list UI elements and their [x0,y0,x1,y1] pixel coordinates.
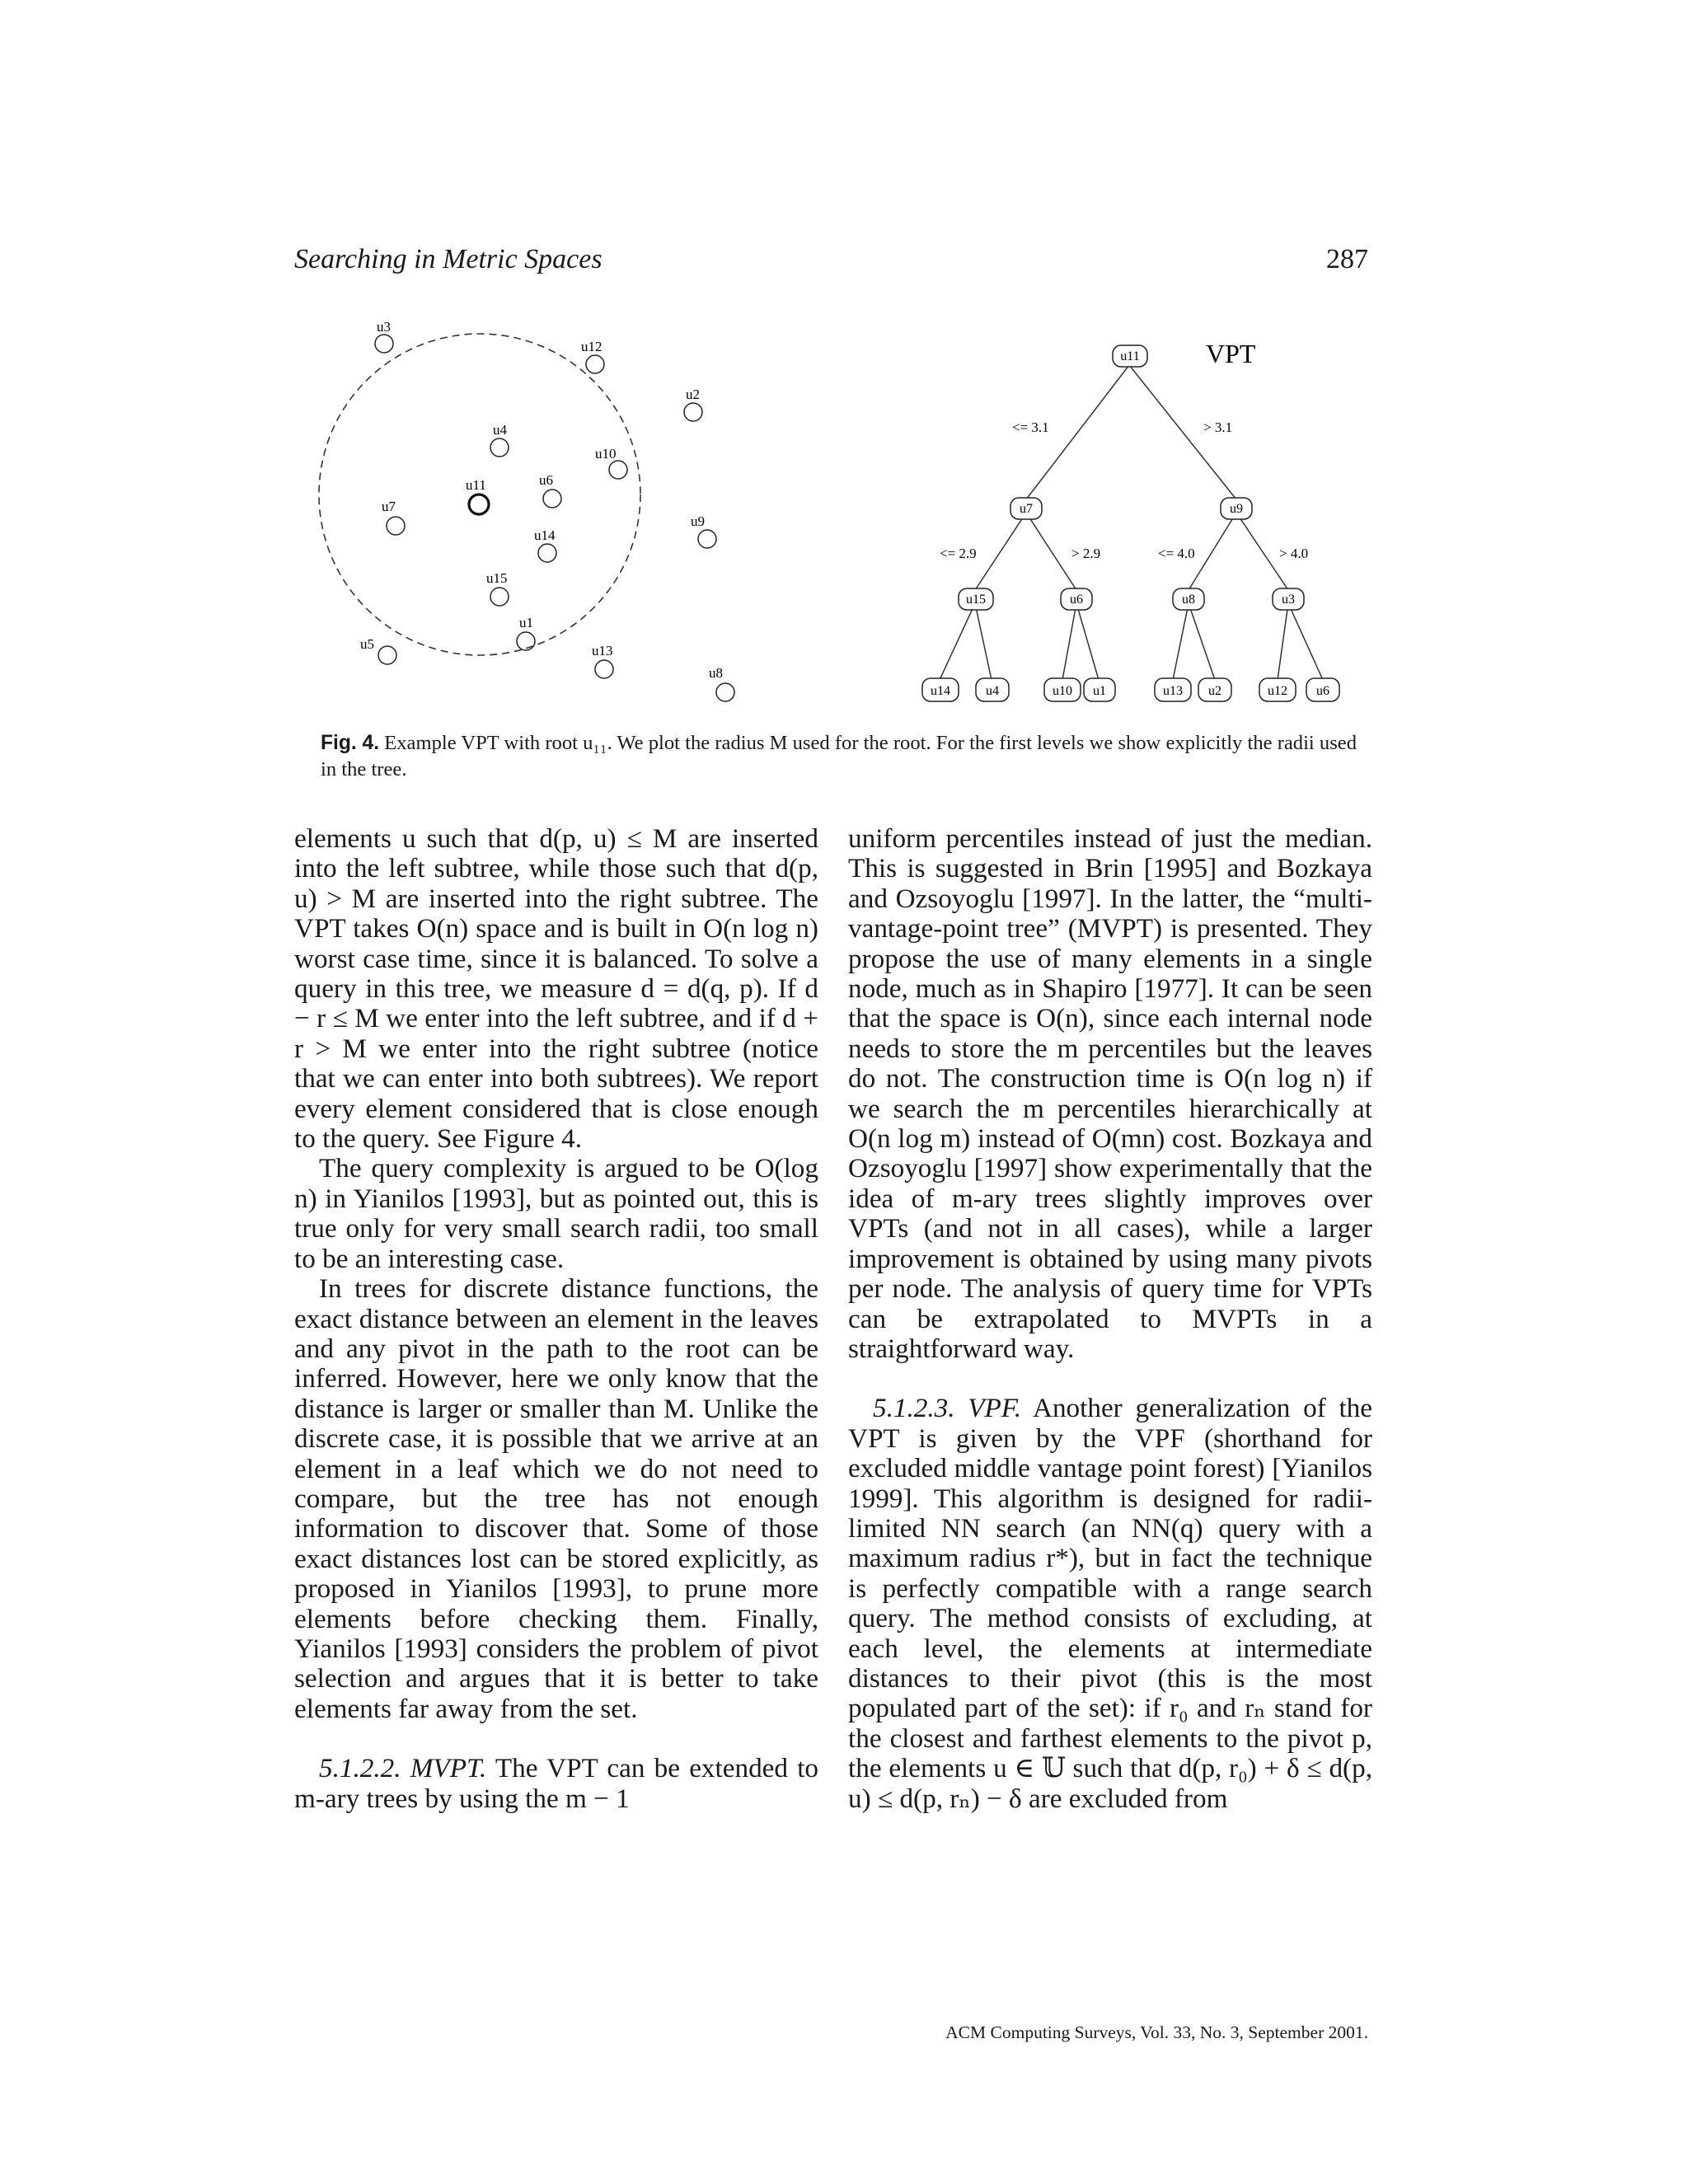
point-u5 [360,636,396,664]
section-vpf [848,1394,1372,1814]
page-number: 287 [1326,244,1368,274]
figure-label: Fig. 4. [321,732,380,754]
paragraph: The query complexity is argued to be O(log n) in Yianilos [1993], but as pointed out, this is true only for very small search radii, too small to be an interesting case. [294,1153,818,1274]
section-heading: 5.1.2.3. VPF. [873,1393,1022,1424]
svg-text:u12: u12 [1268,684,1287,698]
tree-node-u15 [959,588,993,610]
svg-text:u15: u15 [486,570,508,586]
point-u10 [595,446,627,479]
running-title: Searching in Metric Spaces [294,244,603,274]
section-mvpt [294,1754,818,1814]
svg-text:u9: u9 [1230,502,1243,516]
tree-node-u8 [1173,588,1204,610]
edge-label-u7-right: > 2.9 [1071,546,1101,561]
tree-edge-labels [940,419,1308,561]
svg-text:u6: u6 [1316,684,1329,698]
figure-4 [297,305,1385,725]
tree-node-u3 [1273,588,1304,610]
svg-text:u8: u8 [1182,593,1195,607]
point-u2 [684,387,702,421]
svg-text:u2: u2 [686,387,700,402]
point-u15 [486,570,509,606]
tree-node-u2 [1198,678,1231,701]
figure-4-svg [297,305,1385,725]
tree-node-u1 [1084,678,1115,701]
svg-text:u13: u13 [1163,684,1183,698]
point-u11-root [466,477,489,514]
paragraph: elements u such that d(p, u) ≤ M are inserted into the left subtree, while those such that d(p, u) > M are inserted into the right subtree. The VPT takes O(n) space and is built in O(n log n) worst case time, since it is balanced. To solve a query in this tree, we measure d = d(q, p). If d − r ≤ M we enter into the left subtree, and if d + r > M we enter into the right subtree (notice that we can enter into both subtrees). We report every element considered that is close enough to the query. See Figure 4. [294,823,818,1155]
svg-text:u2: u2 [1208,684,1221,698]
svg-text:u11: u11 [1120,349,1140,363]
svg-text:u7: u7 [1020,502,1033,516]
tree-edges [940,365,1323,680]
edge-label-right-root: > 3.1 [1203,419,1233,435]
point-u7 [382,499,405,535]
svg-text:u6: u6 [539,472,553,488]
svg-text:u9: u9 [691,513,705,529]
edge-label-u9-left: <= 4.0 [1158,546,1195,561]
point-u9 [691,513,716,548]
tree-node-u14 [922,678,959,701]
tree-node-u7 [1010,498,1042,519]
point-u4 [490,422,509,457]
svg-text:u1: u1 [1093,684,1106,698]
svg-text:u4: u4 [493,422,507,438]
svg-text:u12: u12 [581,339,603,354]
figure-caption [321,730,1367,783]
caption-text: Example VPT with root u₁₁. We plot the radius M used for the root. For the first levels we show explicitly the radii used in the tree. [321,732,1357,780]
svg-text:u11: u11 [466,477,486,493]
svg-text:u14: u14 [931,684,950,698]
svg-text:u6: u6 [1070,593,1083,607]
tree-node-u10 [1044,678,1081,701]
tree-node-u12 [1259,678,1296,701]
point-u6 [539,472,561,508]
tree-node-u6-leaf [1306,678,1339,701]
paragraph: In trees for discrete distance functions, the exact distance between an element in the leaves and any pivot in the path to the root can be inferred. However, here we only know that the distance is larger or smaller than M. Unlike the discrete case, it is possible that we arrive at an element in a leaf which we do not need to compare, but the tree has not enough information to discover that. Some of those exact distances lost can be stored explicitly, as proposed in Yianilos [1993], to prune more elements before checking them. Finally, Yianilos [1993] considers the problem of pivot selection and argues that it is better to take elements far away from the set. [294,1273,818,1724]
footer-citation: ACM Computing Surveys, Vol. 33, No. 3, September 2001. [945,2022,1368,2042]
body-column-left [294,824,818,1814]
point-u12 [581,339,604,373]
svg-text:u13: u13 [592,643,613,658]
tree-node-u13 [1155,678,1191,701]
point-u3 [375,319,393,353]
body-column-right [848,824,1372,1814]
point-u1 [517,615,535,650]
svg-text:u1: u1 [519,615,533,630]
tree-node-u11 [1113,345,1147,367]
tree-node-u9 [1221,498,1252,519]
paragraph: uniform percentiles instead of just the median. This is suggested in Brin [1995] and Bozkaya and Ozsoyoglu [1997]. In the latter, the “multi-vantage-point tree” (MVPT) is presented. They propose the use of many elements in a single node, much as in Shapiro [1977]. It can be seen that the space is O(n), since each internal node needs to store the m percentiles but the leaves do not. The construction time is O(n log n) if we search the m percentiles hierarchically at O(n log m) instead of O(mn) cost. Bozkaya and Ozsoyoglu [1997] show experimentally that the idea of m-ary trees slightly improves over VPTs (and not in all cases), while a larger improvement is obtained by using many pivots per node. The analysis of query time for VPTs can be extrapolated to MVPTs in a straightforward way. [848,823,1372,1364]
svg-text:u14: u14 [534,527,556,543]
edge-label-left-root: <= 3.1 [1012,419,1049,435]
section-text: The VPT can be extended to m-ary trees by using the m − 1 [294,1753,819,1814]
svg-text:u8: u8 [709,665,723,681]
tree-node-u6 [1061,588,1092,610]
svg-text:u3: u3 [377,319,391,335]
point-u13 [592,643,613,678]
point-u8 [709,665,734,701]
svg-text:u4: u4 [986,684,999,698]
tree-title: VPT [1206,339,1256,368]
tree-node-u4 [976,678,1009,701]
svg-text:u10: u10 [1053,684,1072,698]
edge-label-u7-left: <= 2.9 [940,546,977,561]
point-u14 [534,527,556,562]
svg-text:u5: u5 [360,636,374,652]
svg-text:u10: u10 [595,446,617,462]
svg-text:u3: u3 [1282,593,1295,607]
svg-text:u15: u15 [966,593,986,607]
svg-text:u7: u7 [382,499,396,514]
section-heading: 5.1.2.2. MVPT. [319,1753,487,1784]
section-text: Another generalization of the VPT is given by the VPF (shorthand for excluded middle vantage point forest) [Yianilos 1999]. This algorithm is designed for radii-limited NN search (an NN(q) query with a maximum radius r*), but in fact the technique is perfectly compatible with a range search query. The method consists of excluding, at each level, the elements at intermediate distances to their pivot (this is the most populated part of the set): if r₀ and rₙ stand for the closest and farthest elements to the pivot p, the elements u ∈ 𝕌 such that d(p, r₀) + δ ≤ d(p, u) ≤ d(p, rₙ) − δ are excluded from [848,1393,1372,1814]
edge-label-u9-right: > 4.0 [1279,546,1309,561]
